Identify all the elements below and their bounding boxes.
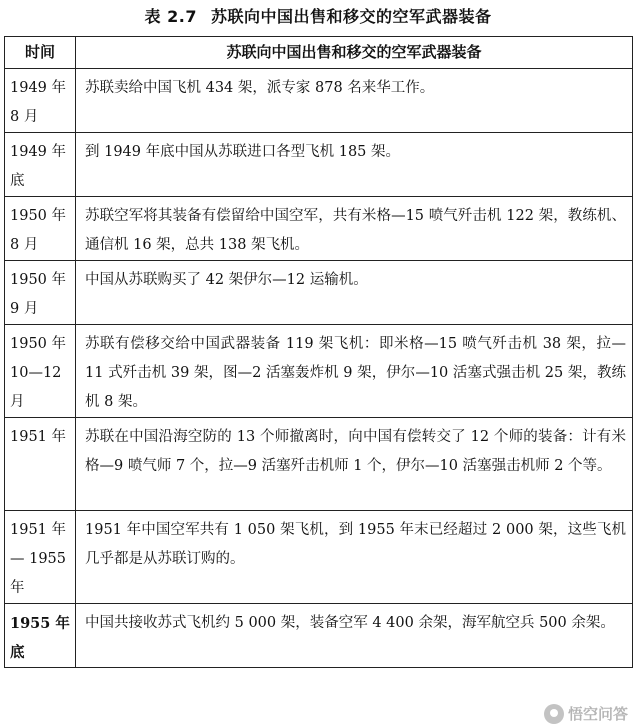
table-row — [5, 69, 633, 133]
row-time: 1951 年 — 1955 年 — [5, 511, 76, 604]
watermark-text: 悟空问答 — [567, 705, 628, 723]
row-time: 1951 年 — [5, 418, 76, 511]
row-time: 1955 年底 — [5, 604, 76, 668]
equipment-table — [4, 36, 633, 668]
row-description: 1951 年中国空军共有 1 050 架飞机，到 1955 年末已经超过 2 000 架，这些飞机几乎都是从苏联订购的。 — [76, 511, 633, 604]
row-description: 中国共接收苏式飞机约 5 000 架，装备空军 4 400 余架，海军航空兵 500 余架。 — [76, 604, 633, 668]
header-row — [5, 37, 633, 69]
row-description: 苏联在中国沿海空防的 13 个师撤离时，向中国有偿转交了 12 个师的装备：计有米格—9 喷气师 7 个，拉—9 活塞歼击机师 1 个，伊尔—10 活塞强击机师 2 个等。 — [76, 418, 633, 511]
table-row — [5, 418, 633, 511]
row-description: 苏联空军将其装备有偿留给中国空军，共有米格—15 喷气歼击机 122 架，教练机、通信机 16 架，总共 138 架飞机。 — [76, 197, 633, 261]
table-row — [5, 261, 633, 325]
row-time: 1949 年 8 月 — [5, 69, 76, 133]
row-description: 到 1949 年底中国从苏联进口各型飞机 185 架。 — [76, 133, 633, 197]
table-row — [5, 325, 633, 418]
table-number: 表 2.7 — [144, 7, 197, 26]
row-time: 1950 年 10—12 月 — [5, 325, 76, 418]
row-time: 1949 年底 — [5, 133, 76, 197]
table-row — [5, 133, 633, 197]
header-equipment: 苏联向中国出售和移交的空军武器装备 — [76, 37, 633, 69]
wukong-logo-icon — [544, 704, 564, 724]
table-row — [5, 604, 633, 668]
row-description: 苏联卖给中国飞机 434 架，派专家 878 名来华工作。 — [76, 69, 633, 133]
watermark — [544, 703, 628, 724]
table-title: 苏联向中国出售和移交的空军武器装备 — [210, 7, 492, 26]
row-time: 1950 年 9 月 — [5, 261, 76, 325]
table-row — [5, 511, 633, 604]
table-caption — [0, 6, 636, 28]
table-row — [5, 197, 633, 261]
row-description: 中国从苏联购买了 42 架伊尔—12 运输机。 — [76, 261, 633, 325]
row-description: 苏联有偿移交给中国武器装备 119 架飞机：即米格—15 喷气歼击机 38 架，拉—11 式歼击机 39 架，图—2 活塞轰炸机 9 架，伊尔—10 活塞式强击机 25 架，教练机 8 架。 — [76, 325, 633, 418]
header-time: 时间 — [5, 37, 76, 69]
row-time: 1950 年 8 月 — [5, 197, 76, 261]
table-body — [5, 69, 633, 668]
